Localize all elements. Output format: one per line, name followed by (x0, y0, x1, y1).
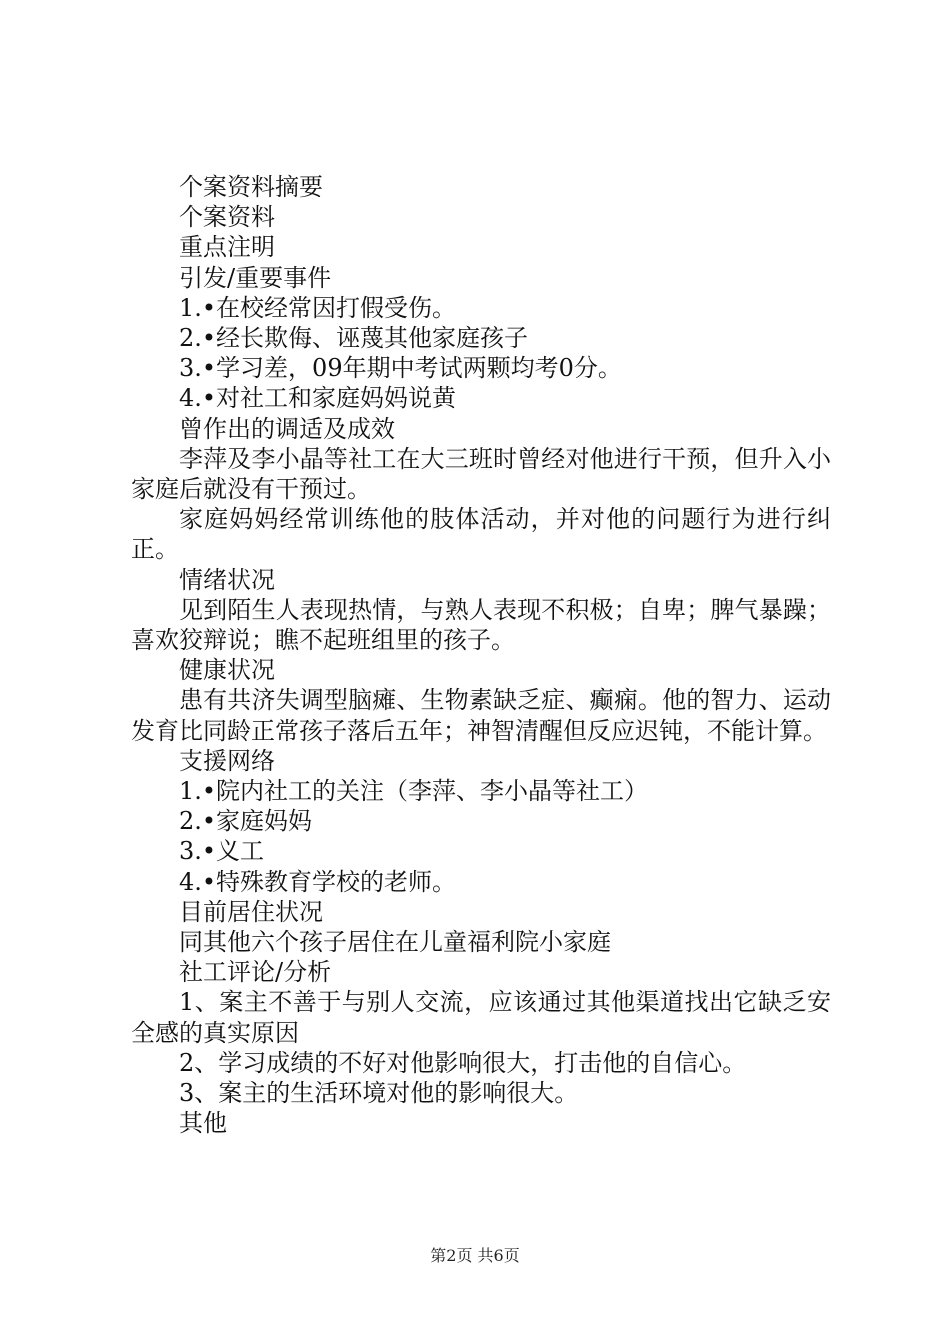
section-heading: 目前居住状况 (179, 897, 323, 926)
page-number: 第2页 共6页 (430, 1246, 520, 1265)
section-heading: 曾作出的调适及成效 (179, 414, 395, 443)
paragraph: 家庭妈妈经常训练他的肢体活动，并对他的问题行为进行纠正。 (131, 505, 831, 564)
section-heading: 个案资料 (179, 203, 275, 232)
list-item: 3、案主的生活环境对他的影响很大。 (179, 1079, 579, 1108)
section-heading: 社工评论/分析 (179, 958, 332, 987)
list-item: 1、案主不善于与别人交流，应该通过其他渠道找出它缺乏安全感的真实原因 (131, 988, 831, 1047)
list-item: 2.•家庭妈妈 (179, 807, 313, 836)
document-body (131, 172, 831, 1139)
list-item: 4.•特殊教育学校的老师。 (179, 867, 457, 896)
paragraph: 患有共济失调型脑瘫、生物素缺乏症、癫痫。他的智力、运动发育比同龄正常孩子落后五年；神智清醒但反应迟钝，不能计算。 (131, 686, 831, 745)
list-item: 1.•院内社工的关注（李萍、李小晶等社工） (179, 777, 649, 806)
section-heading: 重点注明 (179, 233, 275, 262)
list-item: 2.•经长欺侮、诬蔑其他家庭孩子 (179, 324, 529, 353)
list-item: 3.•学习差，09年期中考试两颗均考0分。 (179, 354, 622, 383)
section-heading: 引发/重要事件 (179, 263, 332, 292)
list-item: 2、学习成绩的不好对他影响很大，打击他的自信心。 (179, 1048, 747, 1077)
section-heading: 支援网络 (179, 746, 275, 775)
section-heading: 健康状况 (179, 656, 275, 685)
paragraph: 见到陌生人表现热情，与熟人表现不积极；自卑；脾气暴躁；喜欢狡辩说；瞧不起班组里的孩子。 (131, 595, 831, 655)
list-item: 3.•义工 (179, 837, 265, 866)
page-footer (0, 1243, 950, 1266)
section-heading: 个案资料摘要 (179, 173, 323, 201)
section-heading: 其他 (179, 1109, 227, 1138)
list-item: 1.•在校经常因打假受伤。 (179, 293, 457, 322)
section-heading: 情绪状况 (179, 565, 275, 594)
paragraph: 李萍及李小晶等社工在大三班时曾经对他进行干预，但升入小家庭后就没有干预过。 (131, 444, 831, 504)
paragraph: 同其他六个孩子居住在儿童福利院小家庭 (179, 928, 611, 957)
list-item: 4.•对社工和家庭妈妈说黄 (179, 384, 457, 413)
